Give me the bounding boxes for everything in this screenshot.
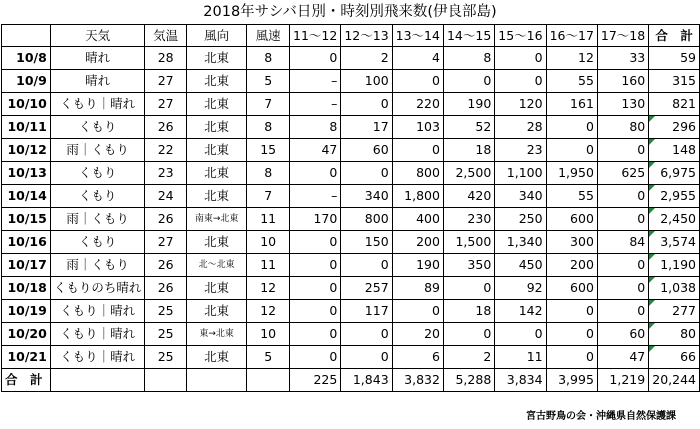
count-cell: 420 xyxy=(443,185,494,208)
table-row xyxy=(2,300,700,323)
date-cell: 10/19 xyxy=(2,300,51,323)
date-cell: 10/10 xyxy=(2,93,51,116)
count-cell: 84 xyxy=(597,231,648,254)
count-cell: 0 xyxy=(443,70,494,93)
temperature-cell: 27 xyxy=(145,93,187,116)
count-cell: 8 xyxy=(443,47,494,70)
column-header: 14～15 xyxy=(443,25,494,47)
count-cell: 0 xyxy=(341,162,392,185)
credit-text: 宮古野鳥の会・沖縄県自然保護課 xyxy=(526,411,676,422)
date-cell: 10/9 xyxy=(2,70,51,93)
count-cell: 47 xyxy=(597,346,648,369)
count-cell: 2 xyxy=(341,47,392,70)
weather-cell: くもり xyxy=(50,162,145,185)
wind-speed-cell: 12 xyxy=(247,300,290,323)
date-cell: 10/15 xyxy=(2,208,51,231)
count-cell: 0 xyxy=(341,254,392,277)
column-header: 風向 xyxy=(186,25,246,47)
count-cell: 0 xyxy=(597,254,648,277)
weather-cell: 晴れ xyxy=(50,70,145,93)
column-header xyxy=(2,25,51,47)
table-row xyxy=(2,139,700,162)
empty-cell xyxy=(186,369,246,392)
weather-cell: くもり xyxy=(50,231,145,254)
wind-speed-cell: 8 xyxy=(247,116,290,139)
column-header: 17～18 xyxy=(597,25,648,47)
count-cell: 60 xyxy=(341,139,392,162)
table-row xyxy=(2,323,700,346)
wind-speed-cell: 12 xyxy=(247,277,290,300)
count-cell: 2,500 xyxy=(443,162,494,185)
row-total-cell: 6,975 xyxy=(649,162,700,185)
count-cell: 11 xyxy=(495,346,546,369)
date-cell: 10/8 xyxy=(2,47,51,70)
table-row xyxy=(2,254,700,277)
count-cell: 340 xyxy=(341,185,392,208)
column-total-cell: 3,995 xyxy=(546,369,597,392)
table-row xyxy=(2,231,700,254)
column-header: 風速 xyxy=(247,25,290,47)
row-total-cell: 2,450 xyxy=(649,208,700,231)
count-cell: 6 xyxy=(392,346,443,369)
count-cell: 160 xyxy=(597,70,648,93)
date-cell: 10/21 xyxy=(2,346,51,369)
table-row xyxy=(2,277,700,300)
wind-speed-cell: 7 xyxy=(247,93,290,116)
wind-direction-cell: 北東 xyxy=(186,139,246,162)
wind-direction-cell: 北東 xyxy=(186,162,246,185)
count-cell: 220 xyxy=(392,93,443,116)
empty-cell xyxy=(145,369,187,392)
count-cell: 230 xyxy=(443,208,494,231)
wind-speed-cell: 11 xyxy=(247,208,290,231)
count-cell: 120 xyxy=(495,93,546,116)
weather-cell: 雨｜くもり xyxy=(50,208,145,231)
row-total-cell: 59 xyxy=(649,47,700,70)
weather-cell: くもり xyxy=(50,185,145,208)
count-cell: 0 xyxy=(546,116,597,139)
date-cell: 10/11 xyxy=(2,116,51,139)
table-row xyxy=(2,70,700,93)
count-cell: 625 xyxy=(597,162,648,185)
count-cell: 20 xyxy=(392,323,443,346)
count-cell: 55 xyxy=(546,185,597,208)
count-cell: 55 xyxy=(546,70,597,93)
wind-speed-cell: 5 xyxy=(247,346,290,369)
row-total-cell: 148 xyxy=(649,139,700,162)
weather-cell: くもり｜晴れ xyxy=(50,346,145,369)
count-cell: 400 xyxy=(392,208,443,231)
row-total-cell: 277 xyxy=(649,300,700,323)
count-cell: 0 xyxy=(392,300,443,323)
totals-row xyxy=(2,369,700,392)
count-cell: 0 xyxy=(290,254,341,277)
wind-direction-cell: 北東 xyxy=(186,231,246,254)
column-total-cell: 1,843 xyxy=(341,369,392,392)
temperature-cell: 27 xyxy=(145,231,187,254)
weather-cell: くもり xyxy=(50,116,145,139)
wind-direction-cell: 東→北東 xyxy=(186,323,246,346)
count-cell: 1,340 xyxy=(495,231,546,254)
count-cell: 18 xyxy=(443,300,494,323)
column-total-cell: 3,834 xyxy=(495,369,546,392)
temperature-cell: 25 xyxy=(145,300,187,323)
wind-direction-cell: 北東 xyxy=(186,70,246,93)
wind-direction-cell: 北東 xyxy=(186,300,246,323)
count-cell: 200 xyxy=(392,231,443,254)
empty-cell xyxy=(50,369,145,392)
count-cell: 89 xyxy=(392,277,443,300)
row-total-cell: 296 xyxy=(649,116,700,139)
column-total-cell: 225 xyxy=(290,369,341,392)
header-row xyxy=(2,25,700,47)
column-header: 気温 xyxy=(145,25,187,47)
count-cell: 0 xyxy=(546,300,597,323)
count-cell: 200 xyxy=(546,254,597,277)
count-cell: 60 xyxy=(597,323,648,346)
wind-direction-cell: 南東→北東 xyxy=(186,208,246,231)
count-cell: 0 xyxy=(597,300,648,323)
wind-speed-cell: 7 xyxy=(247,185,290,208)
row-total-cell: 66 xyxy=(649,346,700,369)
table-row xyxy=(2,162,700,185)
weather-cell: 雨｜くもり xyxy=(50,254,145,277)
count-cell: 0 xyxy=(392,70,443,93)
count-cell: 0 xyxy=(290,346,341,369)
count-cell: 350 xyxy=(443,254,494,277)
date-cell: 10/14 xyxy=(2,185,51,208)
wind-speed-cell: 8 xyxy=(247,47,290,70)
count-cell: 8 xyxy=(290,116,341,139)
count-cell: 23 xyxy=(495,139,546,162)
temperature-cell: 26 xyxy=(145,208,187,231)
column-total-cell: 3,832 xyxy=(392,369,443,392)
temperature-cell: 26 xyxy=(145,254,187,277)
empty-cell xyxy=(247,369,290,392)
count-cell: 17 xyxy=(341,116,392,139)
count-cell: 28 xyxy=(495,116,546,139)
wind-speed-cell: 8 xyxy=(247,162,290,185)
count-cell: 0 xyxy=(443,323,494,346)
temperature-cell: 24 xyxy=(145,185,187,208)
count-cell: 0 xyxy=(290,231,341,254)
count-cell: 190 xyxy=(443,93,494,116)
count-cell: – xyxy=(290,70,341,93)
table-row xyxy=(2,185,700,208)
date-cell: 10/17 xyxy=(2,254,51,277)
count-cell: 33 xyxy=(597,47,648,70)
wind-direction-cell: 北東 xyxy=(186,185,246,208)
count-cell: 161 xyxy=(546,93,597,116)
weather-cell: 晴れ xyxy=(50,47,145,70)
count-cell: 1,800 xyxy=(392,185,443,208)
column-total-cell: 5,288 xyxy=(443,369,494,392)
column-header: 13～14 xyxy=(392,25,443,47)
column-header: 11～12 xyxy=(290,25,341,47)
count-cell: 0 xyxy=(392,139,443,162)
count-cell: 0 xyxy=(546,139,597,162)
count-cell: 142 xyxy=(495,300,546,323)
wind-direction-cell: 北東 xyxy=(186,277,246,300)
wind-speed-cell: 10 xyxy=(247,323,290,346)
temperature-cell: 23 xyxy=(145,162,187,185)
count-cell: 0 xyxy=(495,47,546,70)
column-total-cell: 1,219 xyxy=(597,369,648,392)
count-cell: 800 xyxy=(341,208,392,231)
date-cell: 10/16 xyxy=(2,231,51,254)
count-cell: 600 xyxy=(546,208,597,231)
count-cell: – xyxy=(290,185,341,208)
count-cell: 0 xyxy=(341,323,392,346)
wind-direction-cell: 北東 xyxy=(186,116,246,139)
count-cell: 250 xyxy=(495,208,546,231)
column-header: 12～13 xyxy=(341,25,392,47)
row-total-cell: 3,574 xyxy=(649,231,700,254)
count-cell: 340 xyxy=(495,185,546,208)
count-cell: 1,500 xyxy=(443,231,494,254)
row-total-cell: 1,190 xyxy=(649,254,700,277)
temperature-cell: 25 xyxy=(145,346,187,369)
count-cell: 150 xyxy=(341,231,392,254)
flight-count-table xyxy=(1,24,700,392)
count-cell: 170 xyxy=(290,208,341,231)
count-cell: 52 xyxy=(443,116,494,139)
table-row xyxy=(2,93,700,116)
temperature-cell: 25 xyxy=(145,323,187,346)
count-cell: 0 xyxy=(597,277,648,300)
count-cell: 0 xyxy=(290,162,341,185)
temperature-cell: 22 xyxy=(145,139,187,162)
count-cell: 190 xyxy=(392,254,443,277)
date-cell: 10/13 xyxy=(2,162,51,185)
count-cell: – xyxy=(290,93,341,116)
date-cell: 10/20 xyxy=(2,323,51,346)
wind-direction-cell: 北～北東 xyxy=(186,254,246,277)
count-cell: 0 xyxy=(290,47,341,70)
count-cell: 103 xyxy=(392,116,443,139)
column-header: 合 計 xyxy=(649,25,700,47)
count-cell: 300 xyxy=(546,231,597,254)
count-cell: 0 xyxy=(546,323,597,346)
count-cell: 117 xyxy=(341,300,392,323)
column-header: 16～17 xyxy=(546,25,597,47)
row-total-cell: 821 xyxy=(649,93,700,116)
totals-label: 合 計 xyxy=(2,369,51,392)
table-row xyxy=(2,47,700,70)
count-cell: 0 xyxy=(290,323,341,346)
count-cell: 1,100 xyxy=(495,162,546,185)
count-cell: 0 xyxy=(341,346,392,369)
wind-speed-cell: 10 xyxy=(247,231,290,254)
count-cell: 80 xyxy=(597,116,648,139)
table-row xyxy=(2,208,700,231)
count-cell: 257 xyxy=(341,277,392,300)
table-title: 2018年サシバ日別・時刻別飛来数(伊良部島) xyxy=(203,4,497,20)
count-cell: 0 xyxy=(597,139,648,162)
count-cell: 2 xyxy=(443,346,494,369)
table-row xyxy=(2,116,700,139)
column-header: 15～16 xyxy=(495,25,546,47)
count-cell: 0 xyxy=(290,277,341,300)
row-total-cell: 2,955 xyxy=(649,185,700,208)
row-total-cell: 80 xyxy=(649,323,700,346)
count-cell: 0 xyxy=(341,93,392,116)
weather-cell: くもり｜晴れ xyxy=(50,323,145,346)
grand-total-cell: 20,244 xyxy=(649,369,700,392)
date-cell: 10/18 xyxy=(2,277,51,300)
weather-cell: くもり｜晴れ xyxy=(50,93,145,116)
count-cell: 0 xyxy=(443,277,494,300)
count-cell: 18 xyxy=(443,139,494,162)
temperature-cell: 26 xyxy=(145,277,187,300)
count-cell: 0 xyxy=(290,300,341,323)
count-cell: 0 xyxy=(597,185,648,208)
row-total-cell: 1,038 xyxy=(649,277,700,300)
weather-cell: くもり｜晴れ xyxy=(50,300,145,323)
wind-speed-cell: 5 xyxy=(247,70,290,93)
count-cell: 92 xyxy=(495,277,546,300)
wind-direction-cell: 北東 xyxy=(186,346,246,369)
count-cell: 100 xyxy=(341,70,392,93)
count-cell: 800 xyxy=(392,162,443,185)
count-cell: 0 xyxy=(495,70,546,93)
count-cell: 600 xyxy=(546,277,597,300)
count-cell: 1,950 xyxy=(546,162,597,185)
count-cell: 0 xyxy=(546,346,597,369)
column-header: 天気 xyxy=(50,25,145,47)
wind-direction-cell: 北東 xyxy=(186,93,246,116)
count-cell: 12 xyxy=(546,47,597,70)
wind-speed-cell: 15 xyxy=(247,139,290,162)
weather-cell: 雨｜くもり xyxy=(50,139,145,162)
temperature-cell: 28 xyxy=(145,47,187,70)
table-row xyxy=(2,346,700,369)
count-cell: 0 xyxy=(597,208,648,231)
count-cell: 450 xyxy=(495,254,546,277)
count-cell: 47 xyxy=(290,139,341,162)
count-cell: 130 xyxy=(597,93,648,116)
temperature-cell: 27 xyxy=(145,70,187,93)
weather-cell: くもりのち晴れ xyxy=(50,277,145,300)
wind-direction-cell: 北東 xyxy=(186,47,246,70)
count-cell: 0 xyxy=(495,323,546,346)
wind-speed-cell: 11 xyxy=(247,254,290,277)
row-total-cell: 315 xyxy=(649,70,700,93)
count-cell: 4 xyxy=(392,47,443,70)
temperature-cell: 26 xyxy=(145,116,187,139)
date-cell: 10/12 xyxy=(2,139,51,162)
